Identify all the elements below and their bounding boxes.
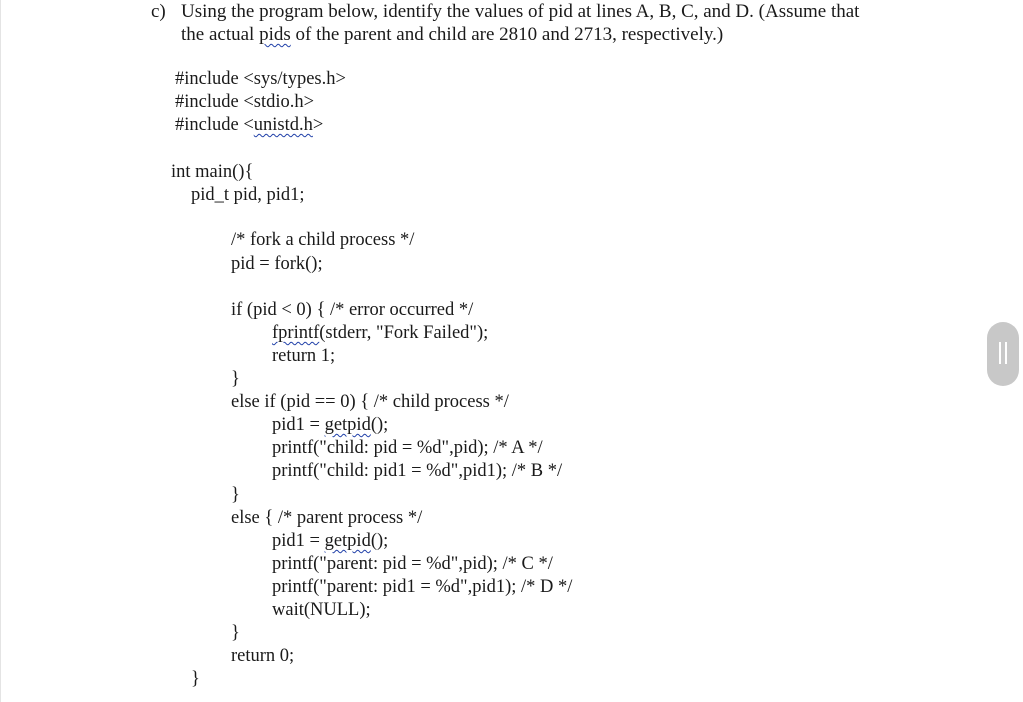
code-child-getpid-prefix: pid1 =: [272, 415, 325, 435]
code-include-unistd: [175, 114, 323, 136]
code-wait-call: wait(NULL);: [272, 600, 371, 620]
question-line-2: [151, 23, 859, 46]
code-child-getpid: [272, 414, 388, 436]
code-else-parent: else { /* parent process */: [231, 508, 423, 528]
spellcheck-flag-getpid: getpid: [324, 531, 371, 551]
code-else-if-child: else if (pid == 0) { /* child process */: [231, 392, 509, 412]
code-include-unistd-suffix: >: [312, 115, 324, 135]
spellcheck-flag-fprintf: fprintf: [272, 323, 320, 343]
code-fprintf: [272, 322, 488, 344]
code-child-print-pid: printf("child: pid = %d",pid); /* A */: [272, 438, 543, 458]
question-line-1-text: Using the program below, identify the values of pid at lines A, B, C, and D. (Assume that: [181, 1, 860, 22]
code-close-brace: }: [231, 485, 240, 505]
spellcheck-flag-pids: pids: [259, 24, 291, 45]
page-left-border: [0, 0, 1, 702]
code-close-brace: }: [231, 369, 240, 389]
code-parent-print-pid: printf("parent: pid = %d",pid); /* C */: [272, 554, 553, 574]
code-close-brace: }: [231, 623, 240, 643]
code-return-zero: return 0;: [231, 646, 295, 666]
code-fprintf-args: (stderr, "Fork Failed");: [319, 323, 489, 343]
question-text: [151, 0, 859, 46]
question-line-2-prefix: the actual: [181, 24, 260, 45]
spellcheck-flag-getpid: getpid: [324, 415, 371, 435]
code-parent-getpid-suffix: ();: [370, 531, 389, 551]
code-main-signature: int main(){: [171, 162, 254, 182]
code-if-error: if (pid < 0) { /* error occurred */: [231, 300, 474, 320]
code-include-unistd-prefix: #include <: [175, 115, 254, 135]
code-close-brace-main: }: [191, 669, 200, 689]
code-return-one: return 1;: [272, 346, 336, 366]
question-marker: c): [151, 1, 166, 22]
spellcheck-flag-unistd: unistd.h: [253, 115, 313, 135]
pause-button[interactable]: [987, 322, 1019, 386]
question-line-2-suffix: of the parent and child are 2810 and 2713, respectively.): [290, 24, 724, 45]
code-declaration: pid_t pid, pid1;: [191, 185, 305, 205]
code-include-types: #include <sys/types.h>: [175, 69, 346, 89]
code-parent-getpid: [272, 530, 388, 552]
code-child-getpid-suffix: ();: [370, 415, 389, 435]
code-fork-comment: /* fork a child process */: [231, 230, 415, 250]
code-fork-call: pid = fork();: [231, 254, 323, 274]
question-line-1: [151, 0, 859, 23]
code-parent-getpid-prefix: pid1 =: [272, 531, 325, 551]
code-include-stdio: #include <stdio.h>: [175, 92, 315, 112]
code-parent-print-pid1: printf("parent: pid1 = %d",pid1); /* D */: [272, 577, 573, 597]
code-child-print-pid1: printf("child: pid1 = %d",pid1); /* B */: [272, 461, 563, 481]
